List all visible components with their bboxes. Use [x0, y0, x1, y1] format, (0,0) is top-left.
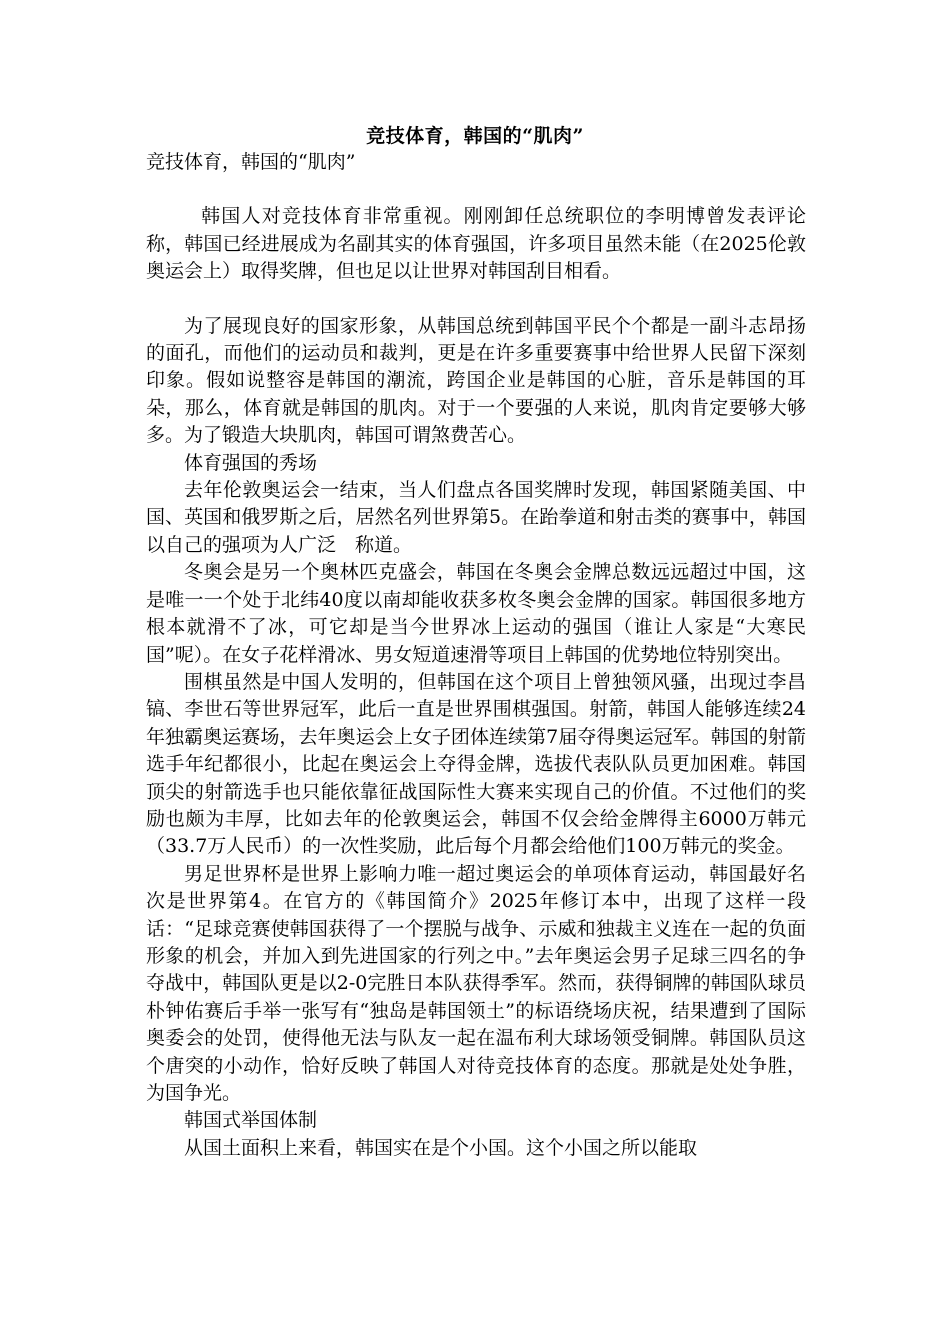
document-title: 竞技体育，韩国的“肌肉” [366, 125, 584, 147]
document-body [146, 149, 806, 1162]
blank-line [146, 286, 806, 313]
paragraph: 男足世界杯是世界上影响力唯一超过奥运会的单项体育运动，韩国最好名次是世界第4。在官方的《韩国简介》2025年修订本中，出现了这样一段话：“足球竞赛使韩国获得了一个摆脱与战争、示威和独裁主义连在一起的负面形象的机会，并加入到先进国家的行列之中。”去年奥运会男子足球三四名的争夺战中，韩国队更是以2-0完胜日本队获得季军。然而，获得铜牌的韩国队球员朴钟佑赛后手举一张写有“独岛是韩国领土”的标语绕场庆祝，结果遭到了国际奥委会的处罚，使得他无法与队友一起在温布利大球场领受铜牌。韩国队员这个唐突的小动作，恰好反映了韩国人对待竞技体育的态度。那就是处处争胜，为国争光。 [146, 862, 806, 1104]
section-heading: 韩国式举国体制 [184, 1109, 318, 1132]
paragraph: 围棋虽然是中国人发明的，但韩国在这个项目上曾独领风骚，出现过李昌镐、李世石等世界冠军，此后一直是世界围棋强国。射箭，韩国人能够连续24年独霸奥运赛场，去年奥运会上女子团体连续第7届夺得奥运冠军。韩国的射箭选手年纪都很小，比起在奥运会上夺得金牌，选拔代表队队员更加困难。韩国顶尖的射箭选手也只能依靠征战国际性大赛来实现自己的价值。不过他们的奖励也颇为丰厚，比如去年的伦敦奥运会，韩国不仅会给金牌得主6000万韩元（33.7万人民币）的一次性奖励，此后每个月都会给他们100万韩元的奖金。 [146, 670, 806, 858]
subtitle-line: 竞技体育，韩国的“肌肉” [146, 151, 356, 173]
paragraph: 为了展现良好的国家形象，从韩国总统到韩国平民个个都是一副斗志昂扬的面孔，而他们的运动员和裁判，更是在许多重要赛事中给世界人民留下深刻印象。假如说整容是韩国的潮流，跨国企业是韩国的心脏，音乐是韩国的耳朵，那么，体育就是韩国的肌肉。对于一个要强的人来说，肌肉肯定要够大够多。为了锻造大块肌肉，韩国可谓煞费苦心。 [146, 314, 806, 447]
paragraph: 冬奥会是另一个奥林匹克盛会，韩国在冬奥会金牌总数远远超过中国，这是唯一一个处于北纬40度以南却能收获多枚冬奥会金牌的国家。韩国很多地方根本就滑不了冰，可它却是当今世界冰上运动的强国（谁让人家是“大寒民国”呢）。在女子花样滑冰、男女短道速滑等项目上韩国的优势地位特别突出。 [146, 561, 806, 666]
blank-line [146, 176, 806, 203]
section-heading: 体育强国的秀场 [184, 451, 318, 474]
paragraph: 从国土面积上来看，韩国实在是个小国。这个小国之所以能取 [184, 1136, 698, 1159]
paragraph: 去年伦敦奥运会一结束，当人们盘点各国奖牌时发现，韩国紧随美国、中国、英国和俄罗斯之后，居然名列世界第5。在跆拳道和射击类的赛事中，韩国以自己的强项为人广泛 称道。 [146, 479, 806, 556]
paragraph: 韩国人对竞技体育非常重视。刚刚卸任总统职位的李明博曾发表评论称，韩国已经进展成为名副其实的体育强国，许多项目虽然未能（在2025伦敦奥运会上）取得奖牌，但也足以让世界对韩国刮目相看。 [146, 205, 806, 283]
